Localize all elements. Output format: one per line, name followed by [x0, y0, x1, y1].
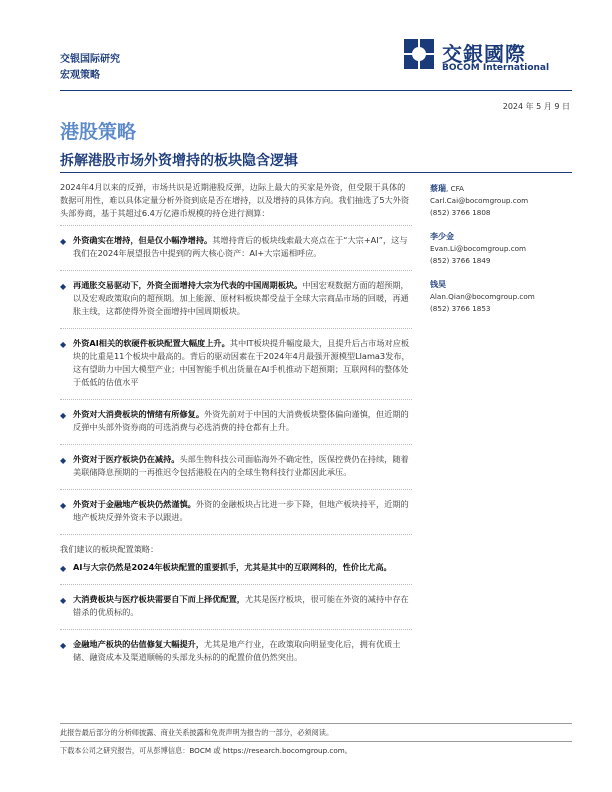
bullet-text: 其增持背后的板块线索最大亮点在于“大宗+AI”，这与我们在2024年展望报告中提到的两大核心资产：AI+大宗遥相呼应。	[73, 235, 408, 258]
separator	[60, 584, 412, 585]
bullet-text: 其中IT板块提升幅度最大，且提升后占市场对应板块的比重是11个板块中最高的。背后的驱动因素在于2024年4月最强开源模型Llama3发布，这有望助力中国大模型产业；中国智能手机出货量在AI手机推动下超预期；互联网科的整体处于低低的估值水平	[73, 338, 410, 387]
bullet-text: 外资的金融板块占比进一步下降，但地产板块持平，近期的地产板块反弹外资未予以跟进。	[73, 499, 409, 522]
analyst-name: 李少金	[430, 232, 454, 241]
analyst-name: 蔡瑞	[430, 184, 446, 193]
logo-en: BOCOM International	[442, 63, 550, 73]
analyst-cert: , CFA	[446, 184, 464, 193]
bullet-item	[60, 498, 412, 524]
bullet-text: 头部生物科技公司面临海外不确定性，医保控费仍在持续，随着美联储降息预期的一再推迟令包括港股在内的全球生物科技行业都因此承压。	[73, 454, 409, 477]
bullet-icon: ◆	[60, 237, 67, 246]
bocom-logo-icon	[402, 37, 438, 71]
bullet-icon: ◆	[60, 411, 67, 420]
footer-divider	[60, 741, 572, 742]
bullet-icon: ◆	[60, 564, 67, 573]
footer-download[interactable]: 下载本公司之研究报告，可从彭博信息：BOCM 或 https://research.bocomgroup.com。	[60, 746, 352, 755]
section-title: 港股策略	[60, 121, 137, 143]
bullet-bold: 外资对于医疗板块仍在减持。	[73, 454, 180, 464]
recommend-text: 尤其是医疗板块，很可能在外资的减持中存在错杀的优质标的。	[73, 594, 409, 617]
bullet-item	[60, 453, 412, 479]
bullet-icon: ◆	[60, 596, 67, 605]
footer-disclaimer: 此报告最后部分的分析师披露、商业关系披露和免责声明为报告的一部分，必须阅读。	[60, 728, 334, 737]
header-subtitle: 宏观策略	[60, 70, 100, 81]
separator	[60, 225, 412, 226]
bullet-bold: 外资确实在增持，但是仅小幅净增持。	[73, 235, 213, 245]
bullet-bold: 外资对大消费板块的情绪有所修复。	[73, 409, 205, 419]
logo-cn: 交銀國際	[442, 42, 526, 66]
bullet-icon: ◆	[60, 340, 67, 349]
analyst-email[interactable]: Alan.Qian@bocomgroup.com	[430, 292, 535, 301]
footer-divider	[60, 723, 572, 724]
recommend-bold: AI与大宗仍然是2024年板块配置的重要抓手，尤其是其中的互联网科的，性价比尤高。	[73, 562, 392, 572]
separator	[60, 328, 412, 329]
bullet-item	[60, 234, 412, 260]
bullet-icon: ◆	[60, 282, 67, 291]
title-divider	[60, 172, 572, 173]
recommend-intro: 我们建议的板块配置策略：	[60, 544, 159, 554]
bullet-item	[60, 337, 412, 389]
analyst-phone: (852) 3766 1808	[430, 208, 491, 217]
recommend-text: 尤其是地产行业，在政策取向明显变化后，拥有优质土储、融资成本及渠道顺畅的头部龙头标的的配置价值仍然突出。	[73, 639, 401, 662]
bullet-icon: ◆	[60, 501, 67, 510]
bullet-text: 外资先前对于中国的大消费板块整体偏向谨慎，但近期的反弹中头部外资券商的可选消费与必选消费的持仓都有上升。	[73, 409, 409, 432]
bullet-text: 中国宏观数据方面的超预期，以及宏观政策取向的超预期。加上能源、原材料板块都受益于全球大宗商品市场的回暖，再通胀主线，这都使得外资全面增持中国周期板块。	[73, 280, 409, 316]
bullet-item	[60, 408, 412, 434]
report-title: 拆解港股市场外资增持的板块隐含逻辑	[60, 153, 298, 169]
analyst-phone: (852) 3766 1849	[430, 256, 491, 265]
analyst-block	[430, 231, 580, 267]
analyst-email[interactable]: Carl.Cai@bocomgroup.com	[430, 196, 529, 205]
report-date: 2024 年 5 月 9 日	[502, 102, 570, 111]
separator	[60, 270, 412, 271]
recommend-item	[60, 561, 412, 574]
header-org: 交银国际研究	[60, 54, 120, 65]
analyst-name: 钱昊	[430, 280, 446, 289]
analyst-email[interactable]: Evan.Li@bocomgroup.com	[430, 244, 527, 253]
main-content	[60, 181, 412, 674]
bullet-item	[60, 279, 412, 318]
intro-paragraph: 2024年4月以来的反弹，市场共识是近期港股反弹，边际上最大的买家是外资，但受限于具体的数据可用性，难以具体定量分析外资到底是否在增持，以及增持的具体方向。我们抽选了5大外资头部券商，基于其超过6.4万亿港币规模的持仓进行测算：	[60, 182, 410, 218]
recommend-bold: 大消费板块与医疗板块需要自下而上择优配置，	[73, 594, 245, 604]
recommend-bold: 金融地产板块的估值修复大幅提升，	[73, 639, 205, 649]
bullet-bold: 再通胀交易驱动下，外资全面增持大宗为代表的中国周期板块。	[73, 280, 303, 290]
separator	[60, 444, 412, 445]
separator	[60, 489, 412, 490]
bullet-bold: 外资AI相关的软硬件板块配置大幅度上升。	[73, 338, 230, 348]
recommend-item	[60, 638, 412, 664]
separator	[60, 629, 412, 630]
bullet-icon: ◆	[60, 641, 67, 650]
separator	[60, 534, 412, 535]
analyst-sidebar	[430, 183, 580, 327]
analyst-block	[430, 279, 580, 315]
analyst-block	[430, 183, 580, 219]
header-divider	[60, 90, 572, 91]
analyst-phone: (852) 3766 1853	[430, 304, 491, 313]
bullet-icon: ◆	[60, 456, 67, 465]
bullet-bold: 外资对于金融地产板块仍然谨慎。	[73, 499, 196, 509]
recommend-item	[60, 593, 412, 619]
separator	[60, 399, 412, 400]
